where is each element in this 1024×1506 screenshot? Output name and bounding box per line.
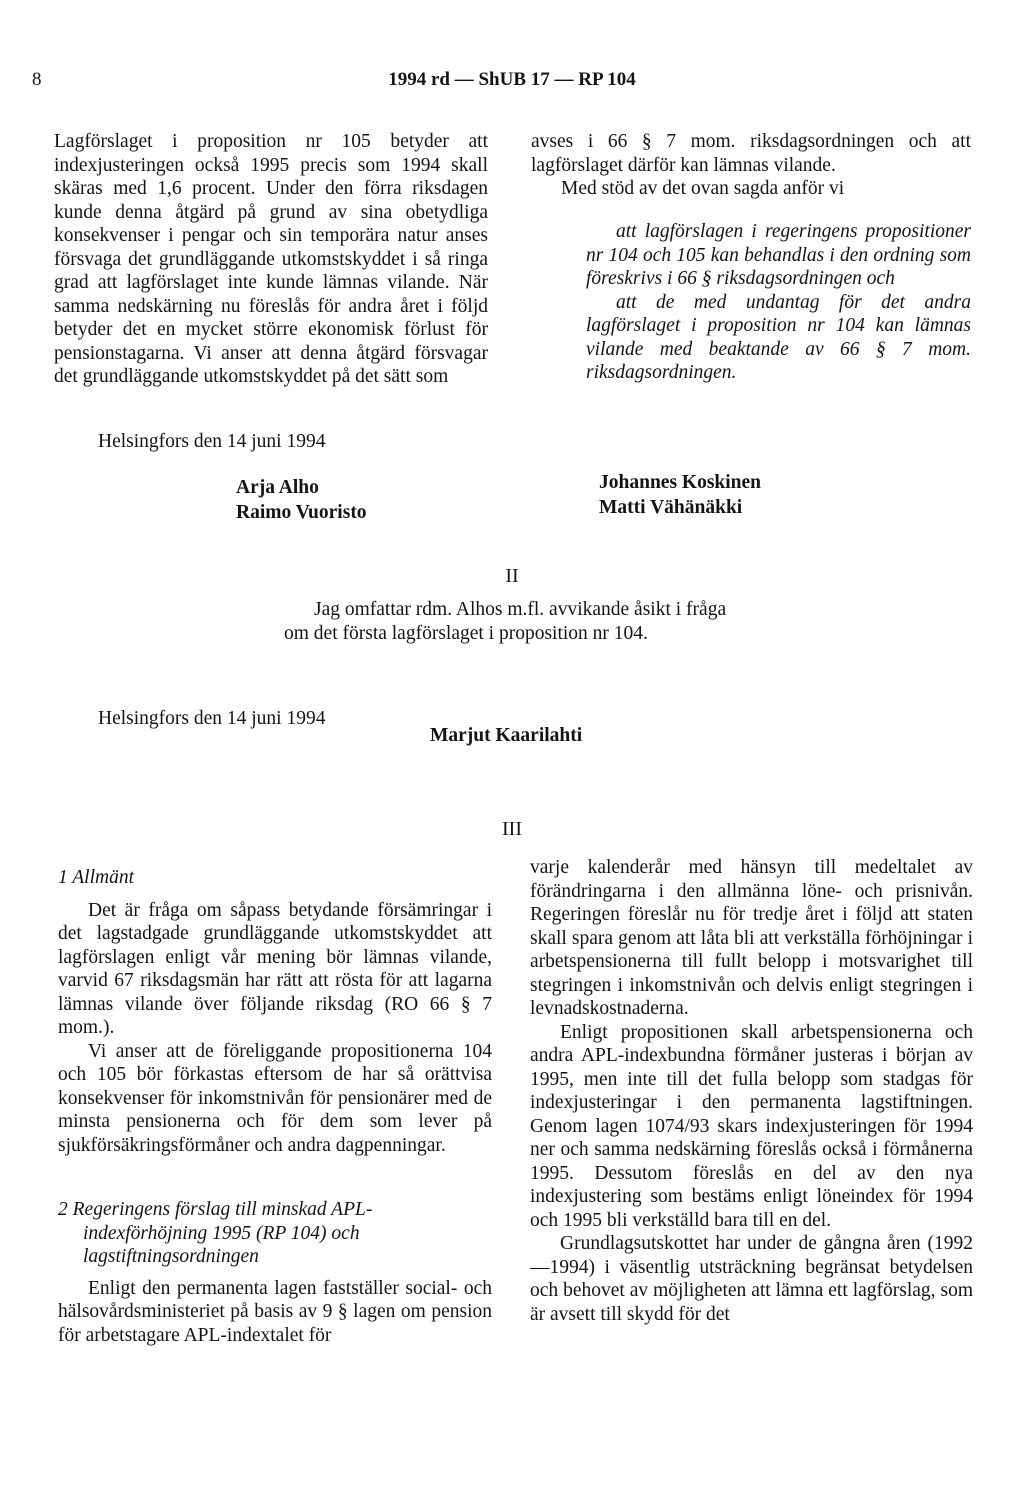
signatories-right — [599, 470, 761, 520]
right-column-paragraph: varje kalenderår med hänsyn till medeltalet av förändringarna i den allmänna löne- och prisnivån. Regeringen föreslår nu för tredje året i följd att staten skall spara genom att låta bli att verkställa förhöjningar i arbetspensionerna till fullt belopp i motsvarighet till stegringen i inkomstnivån och delvis enligt stegringen i levnadskostnaderna. — [530, 857, 973, 1019]
proposal-clauses — [586, 220, 971, 385]
dissent-paragraph-continuation: avses i 66 § 7 mom. riksdagsordningen och att lagförslaget därför kan lämnas vilande. — [531, 131, 971, 176]
section-2-heading: 2 Regeringens förslag till minskad APL-indexförhöjning 1995 (RP 104) och lagstiftningsordningen — [58, 1199, 373, 1267]
signatory-name: Matti Vähänäkki — [599, 497, 743, 518]
part-three-left-column — [58, 866, 492, 1347]
right-column-paragraph: Grundlagsutskottet har under de gångna åren (1992—1994) i väsentlig utsträckning begränsat betydelsen och behovet av möjligheten att lämna ett lagförslag, som är avsett till skydd för det — [530, 1233, 973, 1325]
dissent-paragraph-left — [54, 130, 488, 389]
part-three-right-column — [530, 856, 973, 1326]
signatory-name: Johannes Koskinen — [599, 472, 762, 493]
dissent-paragraph-right — [531, 130, 971, 201]
right-column-paragraph: Enligt propositionen skall arbetspensionerna och andra APL-indexbundna förmåner justeras i början av 1995, men inte till det fulla belopp som stadgas för indexjusteringar i den permanenta lagstiftningen. Genom lagen 1074/93 skars indexjusteringen för 1994 ner och samma nedskärning föreslås också i förmånerna 1995. Dessutom föreslås en del av den nya indexjustering som bestäms enligt löneindex för 1994 och 1995 bli verkställd bara till en del. — [530, 1021, 973, 1231]
dissent-paragraph-text: Lagförslaget i proposition nr 105 betyder att indexjusteringen också 1995 precis som 1994 skall skäras med 1,6 procent. Under den förra riksdagen kunde denna åtgärd på grund av sina obetydliga konsekvenser i pengar och sin temporära natur anses försvaga det grundläggande utkomstskyddet i så ringa grad att lagförslaget inte kunde lämnas vilande. När samma nedskärning nu föreslås för andra året i följd betyder det en mycket större ekonomisk förlust för pensionstagarna. Vi anser att denna åtgärd försvagar det grundläggande utkomstskyddet på det sätt som — [54, 131, 488, 387]
section-1-paragraph: Det är fråga om såpass betydande försämringar i det lagstadgade grundläggande utkomstskyddet att lagförslagen enligt vår mening bör lämnas vilande, varvid 67 riksdagsmän har rätt att rösta för att lagarna lämnas vilande över följande riksdag (RO 66 § 7 mom.). — [58, 899, 492, 1038]
section-numeral-iii: III — [502, 818, 522, 840]
section-1-paragraph: Vi anser att de föreliggande propositionerna 104 och 105 bör förkastas eftersom de har så orättvisa konsekvenser för inkomstnivån för pensionärer med de minsta pensionerna och för dem som lever på sjukförsäkringsförmåner och andra dagpenningar. — [58, 1040, 492, 1156]
signatories-left — [236, 475, 367, 525]
place-date-1: Helsingfors den 14 juni 1994 — [98, 431, 326, 452]
signatory-kaarilahti: Marjut Kaarilahti — [430, 725, 583, 746]
section-1-body — [58, 899, 492, 1158]
section-2-paragraph: Enligt den permanenta lagen fastställer social- och hälsovårdsministeriet på basis av 9 § lagen om pension för arbetstagare APL-indextalet för — [58, 1277, 492, 1346]
proposal-clause-1: att lagförslagen i regeringens propositioner nr 104 och 105 kan behandlas i den ordning som föreskrivs i 66 § riksdagsordningen och — [586, 221, 971, 289]
proposal-intro: Med stöd av det ovan sagda anför vi — [561, 178, 845, 199]
page-number: 8 — [32, 69, 42, 90]
signatory-name: Arja Alho — [236, 477, 319, 498]
place-date-2: Helsingfors den 14 juni 1994 — [98, 708, 326, 729]
running-title: 1994 rd — ShUB 17 — RP 104 — [388, 69, 636, 90]
section-1-heading: 1 Allmänt — [58, 867, 135, 888]
signatory-name: Raimo Vuoristo — [236, 502, 367, 523]
section-2-body — [58, 1277, 492, 1348]
proposal-clause-2: att de med undantag för det andra lagförslaget i proposition nr 104 kan lämnas vilande med beaktande av 66 § 7 mom. riksdagsordningen. — [586, 291, 971, 383]
part-two-statement: Jag omfattar rdm. Alhos m.fl. avvikande åsikt i fråga om det första lagförslaget i proposition nr 104. — [284, 599, 727, 644]
section-numeral-ii: II — [505, 565, 519, 587]
